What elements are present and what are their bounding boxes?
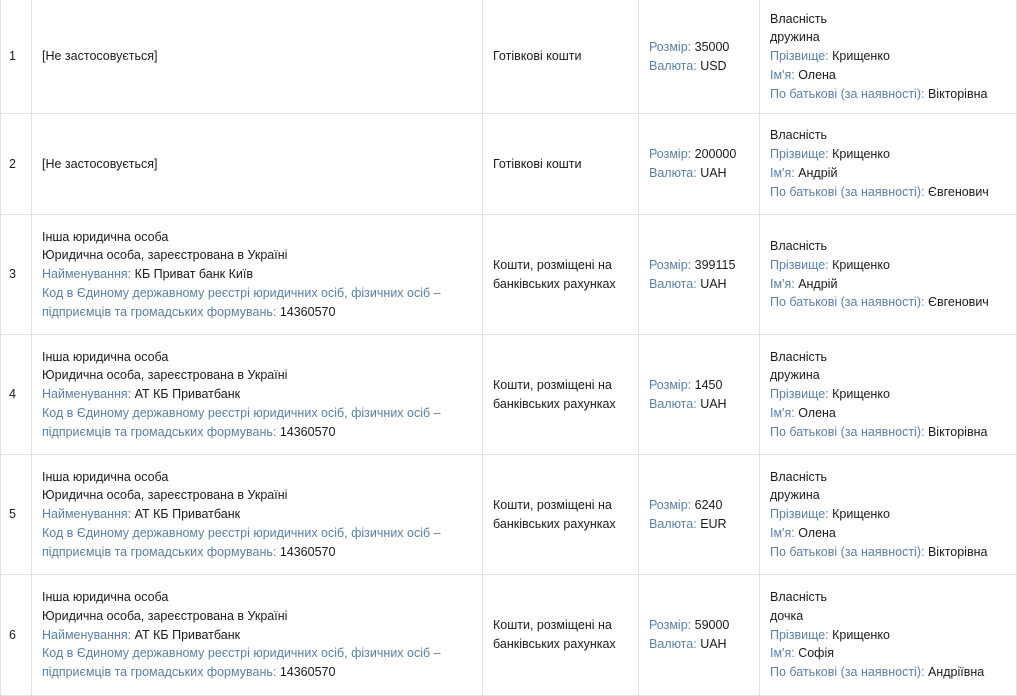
currency-value: USD [700, 58, 727, 73]
row-number: 5 [1, 455, 32, 575]
asset-type-cell: Кошти, розміщені на банківських рахунках [483, 575, 639, 696]
patronymic-label: По батькові (за наявності): [770, 665, 925, 680]
amount-cell [639, 215, 760, 335]
surname-label: Прізвище: [770, 627, 829, 642]
size-label: Розмір: [649, 618, 692, 633]
table-row [1, 114, 1017, 215]
size-label: Розмір: [649, 377, 692, 392]
ownership-type: Власність [770, 469, 828, 484]
org-type: Інша юридична особа [42, 349, 169, 364]
surname-label: Прізвище: [770, 507, 829, 522]
currency-label: Валюта: [649, 276, 697, 291]
institution-cell [32, 0, 483, 114]
first-name-value: Софія [798, 646, 834, 661]
org-code-label: Код в Єдиному державному реєстрі юридичних осіб, фізичних осіб – підприємців та громадських формувань: [42, 405, 441, 439]
amount-cell [639, 0, 760, 114]
org-code-label: Код в Єдиному державному реєстрі юридичних осіб, фізичних осіб – підприємців та громадських формувань: [42, 646, 441, 680]
owner-cell [760, 455, 1017, 575]
patronymic-label: По батькові (за наявності): [770, 295, 925, 310]
surname-label: Прізвище: [770, 49, 829, 64]
table-row [1, 215, 1017, 335]
amount-cell [639, 455, 760, 575]
size-value: 35000 [694, 39, 730, 54]
org-kind: Юридична особа, зареєстрована в Україні [42, 368, 288, 383]
org-kind: Юридична особа, зареєстрована в Україні [42, 608, 288, 623]
org-name-label: Найменування: [42, 387, 132, 402]
currency-label: Валюта: [649, 58, 697, 73]
asset-type-cell: Готівкові кошти [483, 0, 639, 114]
surname-value: Крищенко [832, 627, 890, 642]
org-code-label: Код в Єдиному державному реєстрі юридичних осіб, фізичних осіб – підприємців та громадських формувань: [42, 285, 441, 319]
surname-label: Прізвище: [770, 147, 829, 162]
org-name-value: АТ КБ Приватбанк [134, 387, 241, 402]
org-name-value: АТ КБ Приватбанк [134, 507, 241, 522]
table-row [1, 335, 1017, 455]
amount-cell [639, 575, 760, 696]
first-name-label: Ім'я: [770, 276, 795, 291]
relation: дружина [770, 368, 820, 383]
amount-cell [639, 114, 760, 215]
currency-value: UAH [700, 276, 727, 291]
table-row [1, 0, 1017, 114]
size-value: 200000 [694, 147, 737, 162]
size-label: Розмір: [649, 147, 692, 162]
patronymic-label: По батькові (за наявності): [770, 424, 925, 439]
size-label: Розмір: [649, 39, 692, 54]
owner-cell [760, 114, 1017, 215]
surname-label: Прізвище: [770, 257, 829, 272]
asset-type-cell: Готівкові кошти [483, 114, 639, 215]
currency-value: UAH [700, 396, 727, 411]
row-number: 3 [1, 215, 32, 335]
patronymic-value: Вікторівна [927, 424, 988, 439]
org-code-value: 14360570 [279, 544, 336, 559]
size-value: 399115 [694, 257, 736, 272]
row-number: 4 [1, 335, 32, 455]
patronymic-label: По батькові (за наявності): [770, 86, 925, 101]
org-code-label: Код в Єдиному державному реєстрі юридичних осіб, фізичних осіб – підприємців та громадських формувань: [42, 525, 441, 559]
currency-value: EUR [700, 516, 727, 531]
institution-cell [32, 575, 483, 696]
ownership-type: Власність [770, 349, 828, 364]
table-row [1, 575, 1017, 696]
institution-cell [32, 335, 483, 455]
surname-value: Крищенко [832, 387, 890, 402]
institution-cell [32, 455, 483, 575]
institution-cell [32, 215, 483, 335]
first-name-value: Олена [798, 405, 836, 420]
size-value: 6240 [694, 497, 723, 512]
row-number: 6 [1, 575, 32, 696]
currency-label: Валюта: [649, 516, 697, 531]
owner-cell [760, 0, 1017, 114]
size-label: Розмір: [649, 257, 692, 272]
org-name-value: КБ Приват банк Київ [134, 267, 253, 282]
org-name-value: АТ КБ Приватбанк [134, 627, 241, 642]
surname-label: Прізвище: [770, 387, 829, 402]
first-name-value: Олена [798, 67, 836, 82]
amount-cell [639, 335, 760, 455]
table-row [1, 455, 1017, 575]
org-code-value: 14360570 [279, 424, 336, 439]
org-code-value: 14360570 [279, 304, 336, 319]
currency-value: UAH [700, 166, 727, 180]
first-name-value: Андрій [798, 166, 838, 180]
patronymic-value: Вікторівна [927, 544, 988, 559]
first-name-value: Олена [798, 525, 836, 540]
not-applicable-text: [Не застосовується] [42, 156, 158, 171]
surname-value: Крищенко [832, 257, 890, 272]
ownership-type: Власність [770, 11, 828, 26]
asset-type-cell: Кошти, розміщені на банківських рахунках [483, 215, 639, 335]
first-name-label: Ім'я: [770, 67, 795, 82]
surname-value: Крищенко [832, 507, 890, 522]
size-label: Розмір: [649, 497, 692, 512]
org-name-label: Найменування: [42, 627, 132, 642]
relation: дружина [770, 488, 820, 503]
institution-cell [32, 114, 483, 215]
ownership-type: Власність [770, 238, 828, 253]
surname-value: Крищенко [832, 147, 890, 162]
patronymic-label: По батькові (за наявності): [770, 184, 925, 199]
owner-cell [760, 575, 1017, 696]
row-number: 2 [1, 114, 32, 215]
org-type: Інша юридична особа [42, 590, 169, 604]
patronymic-value: Андріївна [927, 665, 985, 680]
first-name-label: Ім'я: [770, 525, 795, 540]
size-value: 1450 [694, 377, 723, 392]
relation: дочка [770, 608, 804, 623]
ownership-type: Власність [770, 128, 828, 143]
org-name-label: Найменування: [42, 507, 132, 522]
first-name-label: Ім'я: [770, 405, 795, 420]
ownership-type: Власність [770, 590, 828, 604]
patronymic-label: По батькові (за наявності): [770, 544, 925, 559]
surname-value: Крищенко [832, 49, 890, 64]
first-name-label: Ім'я: [770, 646, 795, 661]
currency-label: Валюта: [649, 166, 697, 180]
size-value: 59000 [694, 618, 730, 633]
first-name-value: Андрій [798, 276, 838, 291]
patronymic-value: Вікторівна [927, 86, 988, 101]
org-type: Інша юридична особа [42, 229, 169, 244]
owner-cell [760, 335, 1017, 455]
not-applicable-text: [Не застосовується] [42, 49, 158, 64]
org-type: Інша юридична особа [42, 469, 169, 484]
relation: дружина [770, 30, 820, 45]
patronymic-value: Євгенович [927, 295, 989, 310]
org-kind: Юридична особа, зареєстрована в Україні [42, 248, 288, 263]
table-body [1, 0, 1017, 696]
org-name-label: Найменування: [42, 267, 132, 282]
patronymic-value: Євгенович [927, 184, 989, 199]
row-number: 1 [1, 0, 32, 114]
first-name-label: Ім'я: [770, 166, 795, 180]
owner-cell [760, 215, 1017, 335]
org-code-value: 14360570 [279, 665, 336, 680]
org-kind: Юридична особа, зареєстрована в Україні [42, 488, 288, 503]
asset-type-cell: Кошти, розміщені на банківських рахунках [483, 455, 639, 575]
currency-label: Валюта: [649, 637, 697, 651]
currency-label: Валюта: [649, 396, 697, 411]
currency-value: UAH [700, 637, 727, 651]
asset-type-cell: Кошти, розміщені на банківських рахунках [483, 335, 639, 455]
